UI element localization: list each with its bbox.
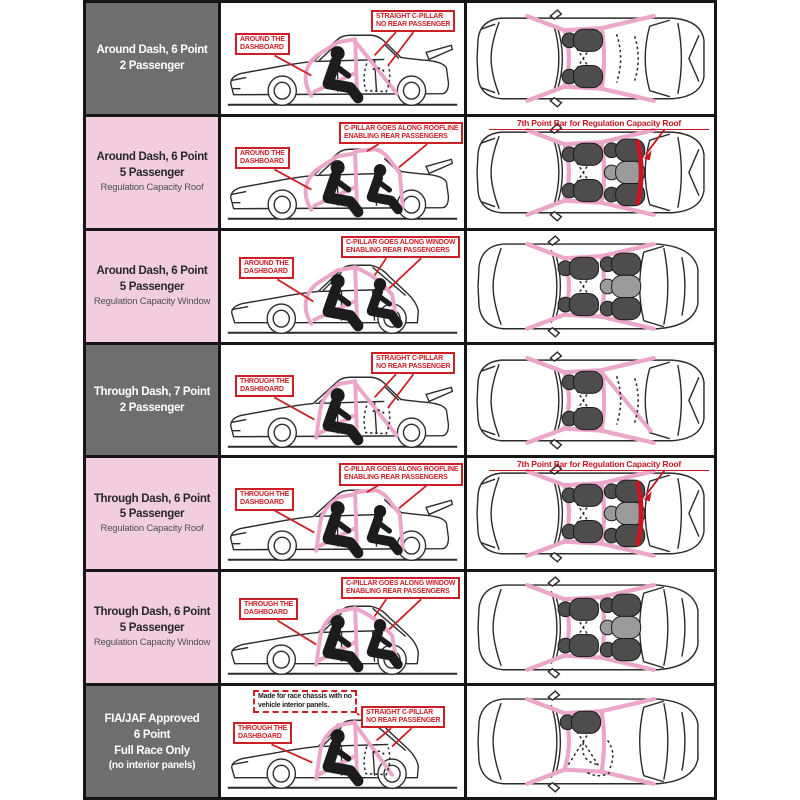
label-line2: 6 Point: [133, 729, 171, 742]
car-body-top: [478, 577, 698, 678]
callout-text-line: STRAIGHT C-PILLAR: [366, 709, 433, 717]
row-label: [86, 345, 221, 456]
callout-text-line: NO REAR PASSENGER: [376, 21, 451, 29]
label-line2: 2 Passenger: [119, 401, 185, 414]
table-row: [86, 572, 714, 686]
label-line2: 5 Passenger: [119, 508, 185, 521]
callout-text-line: THROUGH THE: [244, 601, 294, 609]
callout-dashboard: [235, 147, 290, 169]
row-label: [86, 3, 221, 114]
callout-text-line: ENABLING REAR PASSENGERS: [346, 588, 450, 596]
callout-dashboard: [239, 257, 294, 279]
label-line2: 2 Passenger: [119, 59, 185, 72]
callout-text-line: ENABLING REAR PASSENGERS: [344, 474, 448, 482]
seventh-point-label: 7th Point Bar for Regulation Capacity Roof: [489, 118, 709, 130]
callout-text-line: DASHBOARD: [240, 157, 284, 165]
label-line1: Around Dash, 6 Point: [96, 43, 208, 56]
callout-text-line: STRAIGHT C-PILLAR: [376, 13, 443, 20]
callout-cpillar: [341, 236, 460, 258]
side-view-cell: [221, 572, 467, 683]
car-body-top: [477, 465, 704, 562]
callout-text-line: C-PILLAR GOES ALONG WINDOW: [346, 238, 456, 246]
callout-text-line: AROUND THE: [244, 259, 289, 267]
callout-text-line: C-PILLAR GOES ALONG ROOFLINE: [344, 466, 459, 474]
note-text-line: Made for race chassis with no: [258, 693, 352, 701]
label-line1: Around Dash, 6 Point: [96, 150, 208, 163]
label-line1: Through Dash, 6 Point: [93, 606, 211, 619]
side-view-cell: [221, 231, 467, 342]
row-label: [86, 458, 221, 569]
label-line4: (no interior panels): [108, 759, 196, 771]
callout-dashboard: [239, 598, 298, 620]
car-body-top: [477, 352, 704, 449]
table-row: [86, 231, 714, 345]
seventh-point-label: 7th Point Bar for Regulation Capacity Roof: [489, 459, 709, 471]
car-body-top: [477, 124, 704, 221]
callout-text-line: STRAIGHT C-PILLAR: [376, 354, 443, 362]
callout-text-line: DASHBOARD: [238, 733, 282, 741]
label-line3: Regulation Capacity Window: [93, 637, 211, 649]
race-chassis-note: [253, 690, 357, 713]
callout-text-line: AROUND THE: [240, 36, 285, 43]
callout-text-line: DASHBOARD: [244, 609, 288, 617]
callout-text-line: C-PILLAR GOES ALONG WINDOW: [346, 580, 456, 588]
side-view-cell: [221, 3, 467, 114]
callout-cpillar: [339, 122, 463, 144]
label-line1: Through Dash, 7 Point: [93, 385, 211, 398]
row-label: [86, 572, 221, 683]
car-top-illustration: [467, 117, 714, 228]
callout-dashboard: [233, 722, 292, 744]
row-label: [86, 231, 221, 342]
car-top-illustration: [467, 572, 714, 683]
callout-text-line: THROUGH THE: [238, 725, 288, 733]
callout-text-line: C-PILLAR GOES ALONG ROOFLINE: [344, 124, 459, 132]
callout-text-line: AROUND THE: [240, 149, 285, 157]
label-line3: Regulation Capacity Window: [93, 295, 211, 307]
top-view-cell: [467, 458, 714, 569]
callout-text-line: DASHBOARD: [240, 499, 284, 507]
callout-cpillar: [371, 10, 455, 32]
top-view-cell: [467, 345, 714, 456]
callout-cpillar: [371, 352, 455, 374]
callout-text-line: DASHBOARD: [240, 385, 284, 393]
callout-cpillar: [341, 577, 460, 599]
note-text-line: vehicle interior panels.: [258, 701, 330, 709]
label-line1: Around Dash, 6 Point: [96, 264, 208, 277]
top-view-cell: [467, 231, 714, 342]
side-view-cell: [221, 458, 467, 569]
car-top-illustration: [467, 458, 714, 569]
car-body-top: [478, 236, 698, 337]
callout-cpillar: [361, 706, 445, 728]
row-label: [86, 117, 221, 228]
callout-text-line: NO REAR PASSENGER: [366, 717, 441, 725]
label-line3: Regulation Capacity Roof: [100, 181, 204, 193]
row-label: [86, 686, 221, 797]
label-line1: Through Dash, 6 Point: [93, 492, 211, 505]
table-row: [86, 3, 714, 117]
table-row: [86, 117, 714, 231]
label-line2: 5 Passenger: [119, 166, 185, 179]
label-line2: 5 Passenger: [119, 280, 185, 293]
label-line3: Full Race Only: [114, 745, 190, 758]
callout-text-line: ENABLING REAR PASSENGERS: [344, 132, 448, 140]
side-view-cell: [221, 117, 467, 228]
label-line1: FIA/JAF Approved: [104, 713, 200, 726]
side-view-cell: [221, 686, 467, 797]
car-body-top: [478, 691, 698, 792]
callout-dashboard: [235, 375, 294, 397]
car-top-illustration: [467, 3, 714, 114]
callout-dashboard: [235, 33, 290, 55]
table-row: [86, 686, 714, 797]
callout-text-line: ENABLING REAR PASSENGERS: [346, 246, 450, 254]
label-line3: Regulation Capacity Roof: [100, 523, 204, 535]
callout-text-line: DASHBOARD: [240, 44, 284, 52]
top-view-cell: [467, 686, 714, 797]
car-top-illustration: [467, 345, 714, 456]
callout-text-line: THROUGH THE: [240, 377, 290, 385]
top-view-cell: [467, 572, 714, 683]
side-view-cell: [221, 345, 467, 456]
car-top-illustration: [467, 686, 714, 797]
car-top-illustration: [467, 231, 714, 342]
top-view-cell: [467, 3, 714, 114]
callout-text-line: DASHBOARD: [244, 267, 288, 275]
callout-dashboard: [235, 488, 294, 510]
callout-cpillar: [339, 463, 463, 485]
callout-text-line: NO REAR PASSENGER: [376, 362, 451, 370]
top-view-cell: [467, 117, 714, 228]
car-body-top: [477, 10, 704, 107]
label-line2: 5 Passenger: [119, 622, 185, 635]
rollcage-chart: [83, 0, 717, 800]
table-row: [86, 458, 714, 572]
callout-text-line: THROUGH THE: [240, 491, 290, 499]
table-row: [86, 345, 714, 459]
